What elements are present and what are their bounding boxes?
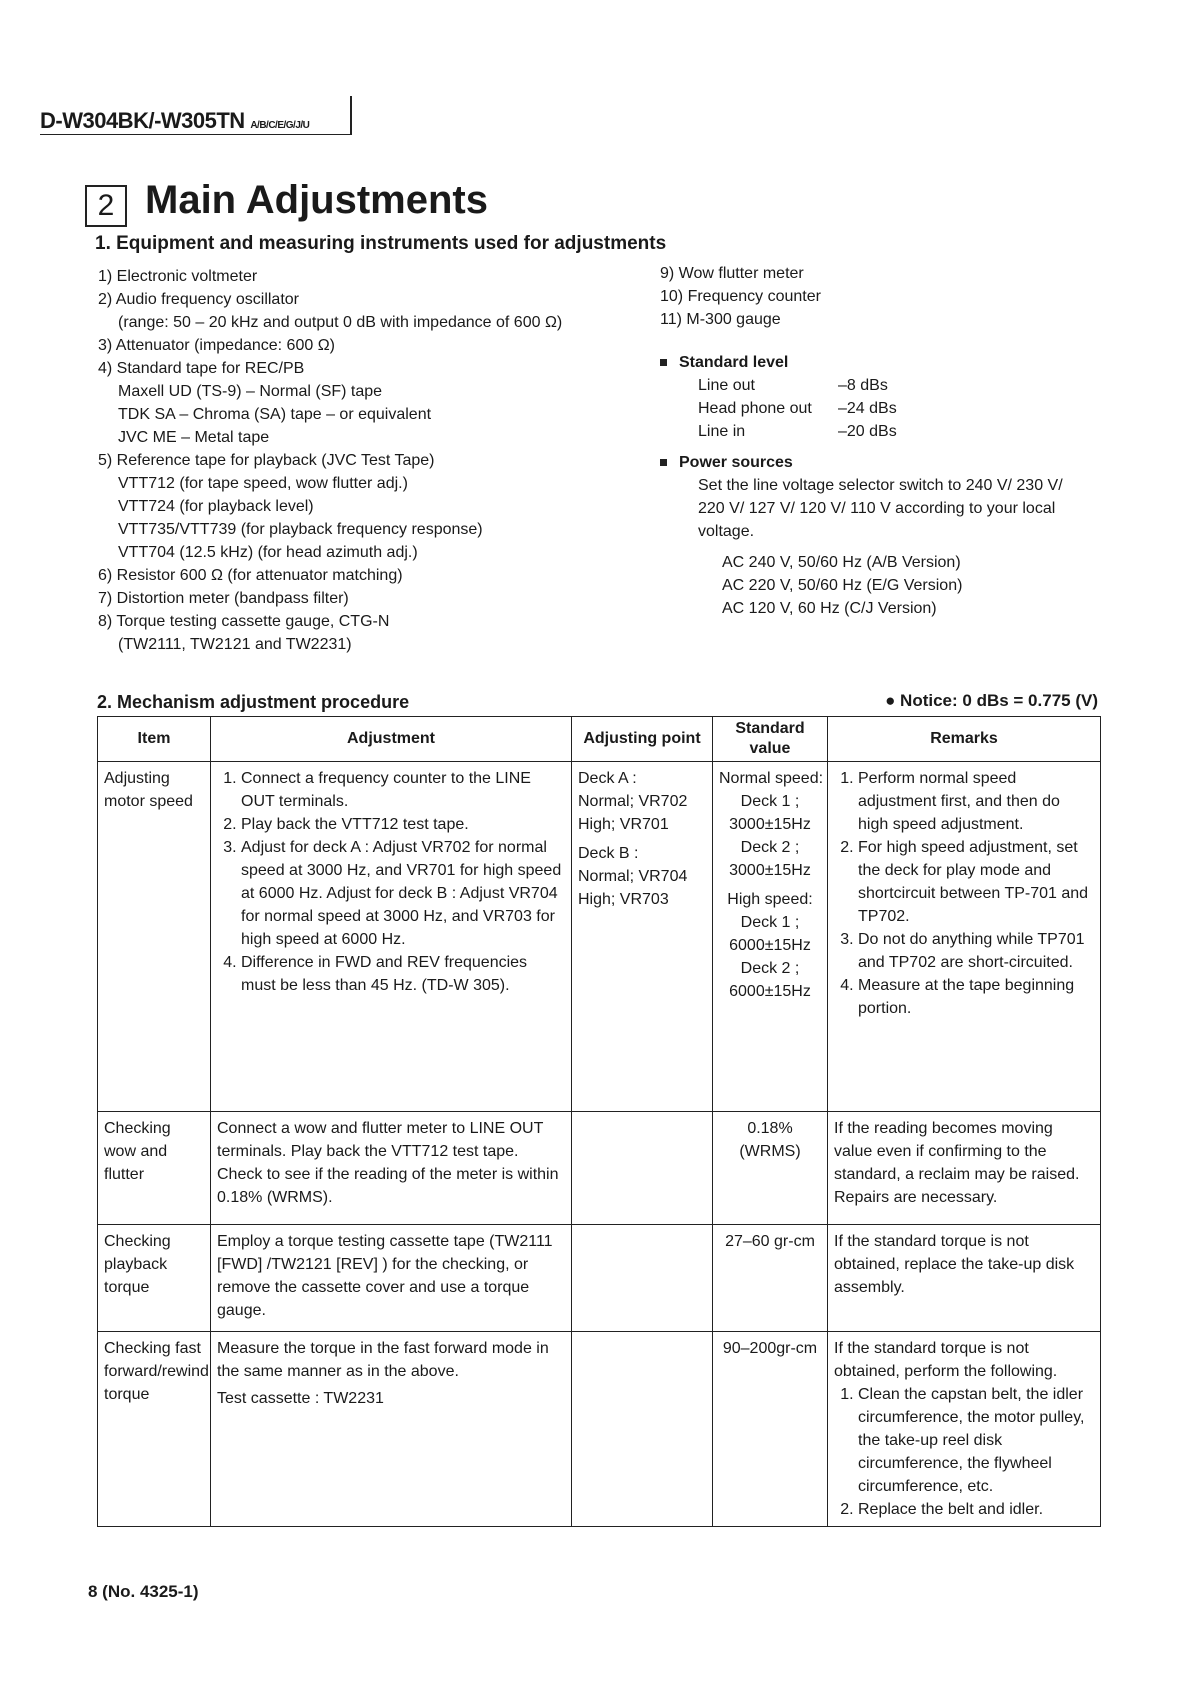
- standard-cell: 27–60 gr-cm: [713, 1225, 828, 1332]
- list-item: 1. Clean the capstan belt, the idler circumference, the motor pulley, the take-up reel disk circumference, the flywheel circumference, etc.: [858, 1383, 1094, 1498]
- header-underline: [40, 134, 352, 135]
- item-cell: Adjusting motor speed: [98, 762, 211, 1112]
- table-row: [98, 1112, 1101, 1225]
- power-version: AC 120 V, 60 Hz (C/J Version): [722, 600, 937, 617]
- list-item: 6) Resistor 600 Ω (for attenuator matching): [98, 567, 403, 584]
- list-item: 2. Replace the belt and idler.: [858, 1498, 1094, 1521]
- level-row: Line in –20 dBs: [698, 423, 897, 440]
- remarks-cell: If the standard torque is not obtained, replace the take-up disk assembly.: [828, 1225, 1101, 1332]
- list-item: 4. Difference in FWD and REV frequencies must be less than 45 Hz. (TD-W 305).: [241, 951, 565, 997]
- model-name: D-W304BK/-W305TN: [40, 108, 245, 133]
- adjustment-cell: Employ a torque testing cassette tape (TW2111 [FWD] /TW2121 [REV] ) for the checking, or remove the cassette cover and use a torque gauge.: [211, 1225, 572, 1332]
- list-item: VTT712 (for tape speed, wow flutter adj.): [118, 475, 408, 492]
- model-header: [40, 108, 309, 134]
- table-row: [98, 1225, 1101, 1332]
- square-bullet-icon: [660, 459, 667, 466]
- model-suffix: A/B/C/E/G/J/U: [250, 120, 310, 131]
- adjustment-cell: [211, 762, 572, 1112]
- list-item: VTT735/VTT739 (for playback frequency response): [118, 521, 483, 538]
- point-cell: [572, 1332, 713, 1527]
- standard-cell: Normal speed: Deck 1 ; 3000±15Hz Deck 2 ; 3000±15Hz High speed: Deck 1 ; 6000±15Hz Deck 2 ; 6000±15Hz: [713, 762, 828, 1112]
- page-footer: 8 (No. 4325-1): [88, 1582, 199, 1601]
- list-item: 3. Do not do anything while TP701 and TP702 are short-circuited.: [858, 928, 1094, 974]
- list-item: 2. Play back the VTT712 test tape.: [241, 813, 565, 836]
- list-item: TDK SA – Chroma (SA) tape – or equivalent: [118, 406, 432, 423]
- level-row: Head phone out –24 dBs: [698, 400, 897, 417]
- adjustment-cell: Connect a wow and flutter meter to LINE OUT terminals. Play back the VTT712 test tape. Check to see if the reading of the meter is within 0.18% (WRMS).: [211, 1112, 572, 1225]
- standard-level-heading: Standard level: [660, 351, 1063, 374]
- remarks-cell: If the standard torque is not obtained, perform the following. 1. Clean the capstan belt, the idler circumference, the motor pulley, the take-up reel disk circumference, the flywheel circumference, etc. 2. Replace the belt and idler.: [828, 1332, 1101, 1527]
- list-item: 11) M-300 gauge: [660, 311, 781, 328]
- list-item: 7) Distortion meter (bandpass filter): [98, 590, 349, 607]
- standard-cell: 0.18% (WRMS): [713, 1112, 828, 1225]
- list-item: 5) Reference tape for playback (JVC Test Tape): [98, 452, 435, 469]
- square-bullet-icon: [660, 359, 667, 366]
- item-cell: Checking fast forward/rewind torque: [98, 1332, 211, 1527]
- item-cell: Checking playback torque: [98, 1225, 211, 1332]
- power-version: AC 240 V, 50/60 Hz (A/B Version): [722, 554, 961, 571]
- list-item: (range: 50 – 20 kHz and output 0 dB with impedance of 600 Ω): [118, 314, 563, 331]
- point-cell: [572, 1225, 713, 1332]
- list-item: 3. Adjust for deck A : Adjust VR702 for normal speed at 3000 Hz, and VR701 for high speed at 6000 Hz. Adjust for deck B : Adjust VR704 for normal speed at 3000 Hz, and VR703 for high speed at 6000 Hz.: [241, 836, 565, 951]
- point-cell: Deck A : Normal; VR702 High; VR701 Deck B : Normal; VR704 High; VR703: [572, 762, 713, 1112]
- power-text: voltage.: [698, 523, 755, 540]
- list-item: 8) Torque testing cassette gauge, CTG-N: [98, 613, 390, 630]
- list-item: VTT724 (for playback level): [118, 498, 314, 515]
- header-divider: [350, 96, 352, 134]
- list-item: 1) Electronic voltmeter: [98, 268, 258, 285]
- list-item: 9) Wow flutter meter: [660, 265, 804, 282]
- list-item: Maxell UD (TS-9) – Normal (SF) tape: [118, 383, 383, 400]
- list-item: 1. Connect a frequency counter to the LINE OUT terminals.: [241, 767, 565, 813]
- list-item: VTT704 (12.5 kHz) (for head azimuth adj.): [118, 544, 418, 561]
- table-row: [98, 1332, 1101, 1527]
- power-version: AC 220 V, 50/60 Hz (E/G Version): [722, 577, 963, 594]
- standard-cell: 90–200gr-cm: [713, 1332, 828, 1527]
- power-text: 220 V/ 127 V/ 120 V/ 110 V according to your local: [698, 500, 1056, 517]
- table-header-row: [98, 717, 1101, 762]
- column-header: Remarks: [828, 717, 1101, 762]
- mechanism-table: [97, 716, 1101, 1527]
- equipment-list: [98, 265, 562, 656]
- remarks-cell: [828, 762, 1101, 1112]
- page-title: Main Adjustments: [145, 178, 488, 222]
- point-cell: [572, 1112, 713, 1225]
- level-row: Line out –8 dBs: [698, 377, 888, 394]
- list-item: JVC ME – Metal tape: [118, 429, 270, 446]
- list-item: 10) Frequency counter: [660, 288, 821, 305]
- list-item: 1. Perform normal speed adjustment first, and then do high speed adjustment.: [858, 767, 1094, 836]
- adjustment-cell: Measure the torque in the fast forward mode in the same manner as in the above. Test cassette : TW2231: [211, 1332, 572, 1527]
- column-header: Adjusting point: [572, 717, 713, 762]
- list-item: (TW2111, TW2121 and TW2231): [118, 636, 352, 653]
- table-row: [98, 762, 1101, 1112]
- column-header: Adjustment: [211, 717, 572, 762]
- column-header: Item: [98, 717, 211, 762]
- equipment-heading: 1. Equipment and measuring instruments used for adjustments: [95, 233, 667, 254]
- section-number-box: 2: [85, 185, 127, 227]
- list-item: 3) Attenuator (impedance: 600 Ω): [98, 337, 335, 354]
- list-item: 4. Measure at the tape beginning portion.: [858, 974, 1094, 1020]
- item-cell: Checking wow and flutter: [98, 1112, 211, 1225]
- column-header: Standard value: [713, 717, 828, 762]
- list-item: 2. For high speed adjustment, set the deck for play mode and shortcircuit between TP-701 and TP702.: [858, 836, 1094, 928]
- notice: ● Notice: 0 dBs = 0.775 (V): [885, 691, 1098, 710]
- mechanism-heading: 2. Mechanism adjustment procedure: [97, 692, 410, 712]
- list-item: 2) Audio frequency oscillator: [98, 291, 299, 308]
- equipment-list-right: [660, 262, 1063, 620]
- power-text: Set the line voltage selector switch to 240 V/ 230 V/: [698, 477, 1063, 494]
- power-heading: Power sources: [660, 451, 1063, 474]
- remarks-cell: If the reading becomes moving value even if confirming to the standard, a reclaim may be raised. Repairs are necessary.: [828, 1112, 1101, 1225]
- list-item: 4) Standard tape for REC/PB: [98, 360, 305, 377]
